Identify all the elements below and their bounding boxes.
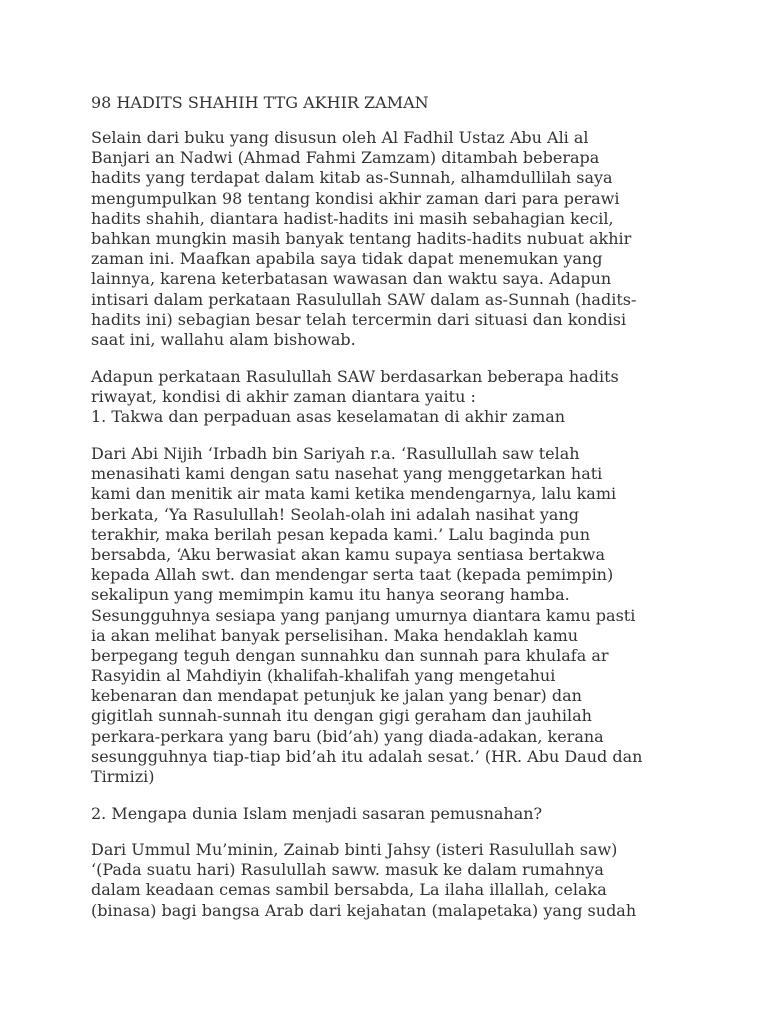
text-line: berpegang teguh dengan sunnahku dan sunnah para khulafa ar xyxy=(91,645,609,665)
text-line: ‘(Pada suatu hari) Rasulullah saww. masuk ke dalam rumahnya xyxy=(91,860,604,880)
text-line: ia akan melihat banyak perselisihan. Maka hendaklah kamu xyxy=(91,625,579,645)
text-line: menasihati kami dengan satu nasehat yang menggetarkan hati xyxy=(91,464,603,484)
paragraph-intro xyxy=(91,128,636,350)
text-line: dalam keadaan cemas sambil bersabda, La ilaha illallah, celaka xyxy=(91,880,607,900)
text-line: bersabda, ‘Aku berwasiat akan kamu supaya sentiasa bertakwa xyxy=(91,544,606,564)
text-line: Selain dari buku yang disusun oleh Al Fadhil Ustaz Abu Ali al xyxy=(91,128,589,147)
paragraph-hadith-1 xyxy=(91,444,642,787)
text-line: 1. Takwa dan perpaduan asas keselamatan di akhir zaman xyxy=(91,407,566,427)
text-line: gigitlah sunnah-sunnah itu dengan gigi geraham dan jauhilah xyxy=(91,706,592,726)
text-line: lainnya, karena keterbatasan wawasan dan waktu saya. Adapun xyxy=(91,269,612,289)
text-line: Banjari an Nadwi (Ahmad Fahmi Zamzam) ditambah beberapa xyxy=(91,148,600,168)
text-line: zaman ini. Maafkan apabila saya tidak dapat menemukan yang xyxy=(91,249,603,269)
text-line: Sesungguhnya sesiapa yang panjang umurnya diantara kamu pasti xyxy=(91,605,636,625)
paragraph-list-intro xyxy=(91,367,619,428)
text-line: 2. Mengapa dunia Islam menjadi sasaran pemusnahan? xyxy=(91,804,543,823)
text-line: kepada Allah swt. dan mendengar serta taat (kepada pemimpin) xyxy=(91,565,614,585)
text-line: (binasa) bagi bangsa Arab dari kejahatan (malapetaka) yang sudah xyxy=(91,900,637,920)
text-line: riwayat, kondisi di akhir zaman diantara yaitu : xyxy=(91,387,476,407)
text-line: kami dan menitik air mata kami ketika mendengarnya, lalu kami xyxy=(91,484,617,504)
text-line: Dari Ummul Mu’minin, Zainab binti Jahsy (isteri Rasulullah saw) xyxy=(91,840,618,859)
text-line: hadits shahih, diantara hadist-hadits ini masih sebahagian kecil, xyxy=(91,208,614,228)
text-line: perkara-perkara yang baru (bid’ah) yang diada-adakan, kerana xyxy=(91,726,604,746)
paragraph-hadith-2 xyxy=(91,840,636,921)
text-line: Rasyidin al Mahdiyin (khalifah-khalifah yang mengetahui xyxy=(91,666,556,686)
text-line: saat ini, wallahu alam bishowab. xyxy=(91,329,356,349)
text-line: sesungguhnya tiap-tiap bid’ah itu adalah sesat.’ (HR. Abu Daud dan xyxy=(91,746,643,766)
text-line: sekalipun yang memimpin kamu itu hanya seorang hamba. xyxy=(91,585,570,605)
text-line: kebenaran dan mendapat petunjuk ke jalan yang benar) dan xyxy=(91,686,582,706)
text-line: mengumpulkan 98 tentang kondisi akhir zaman dari para perawi xyxy=(91,188,620,208)
text-line: hadits ini) sebagian besar telah tercermin dari situasi dan kondisi xyxy=(91,309,627,329)
text-line: terakhir, maka berilah pesan kepada kami.’ Lalu baginda pun xyxy=(91,524,591,544)
text-line: hadits yang terdapat dalam kitab as-Sunnah, alhamdullilah saya xyxy=(91,168,613,188)
text-line: intisari dalam perkataan Rasulullah SAW dalam as-Sunnah (hadits- xyxy=(91,289,637,309)
text-line: bahkan mungkin masih banyak tentang hadits-hadits nubuat akhir xyxy=(91,228,632,248)
document-title: 98 HADITS SHAHIH TTG AKHIR ZAMAN xyxy=(91,93,429,112)
text-line: Tirmizi) xyxy=(91,767,155,786)
text-line: berkata, ‘Ya Rasulullah! Seolah-olah ini adalah nasihat yang xyxy=(91,504,580,524)
text-line: Adapun perkataan Rasulullah SAW berdasarkan beberapa hadits xyxy=(91,367,619,386)
paragraph-heading-2 xyxy=(91,804,542,824)
text-line: Dari Abi Nijih ‘Irbadh bin Sariyah r.a. ‘Rasullullah saw telah xyxy=(91,444,580,463)
